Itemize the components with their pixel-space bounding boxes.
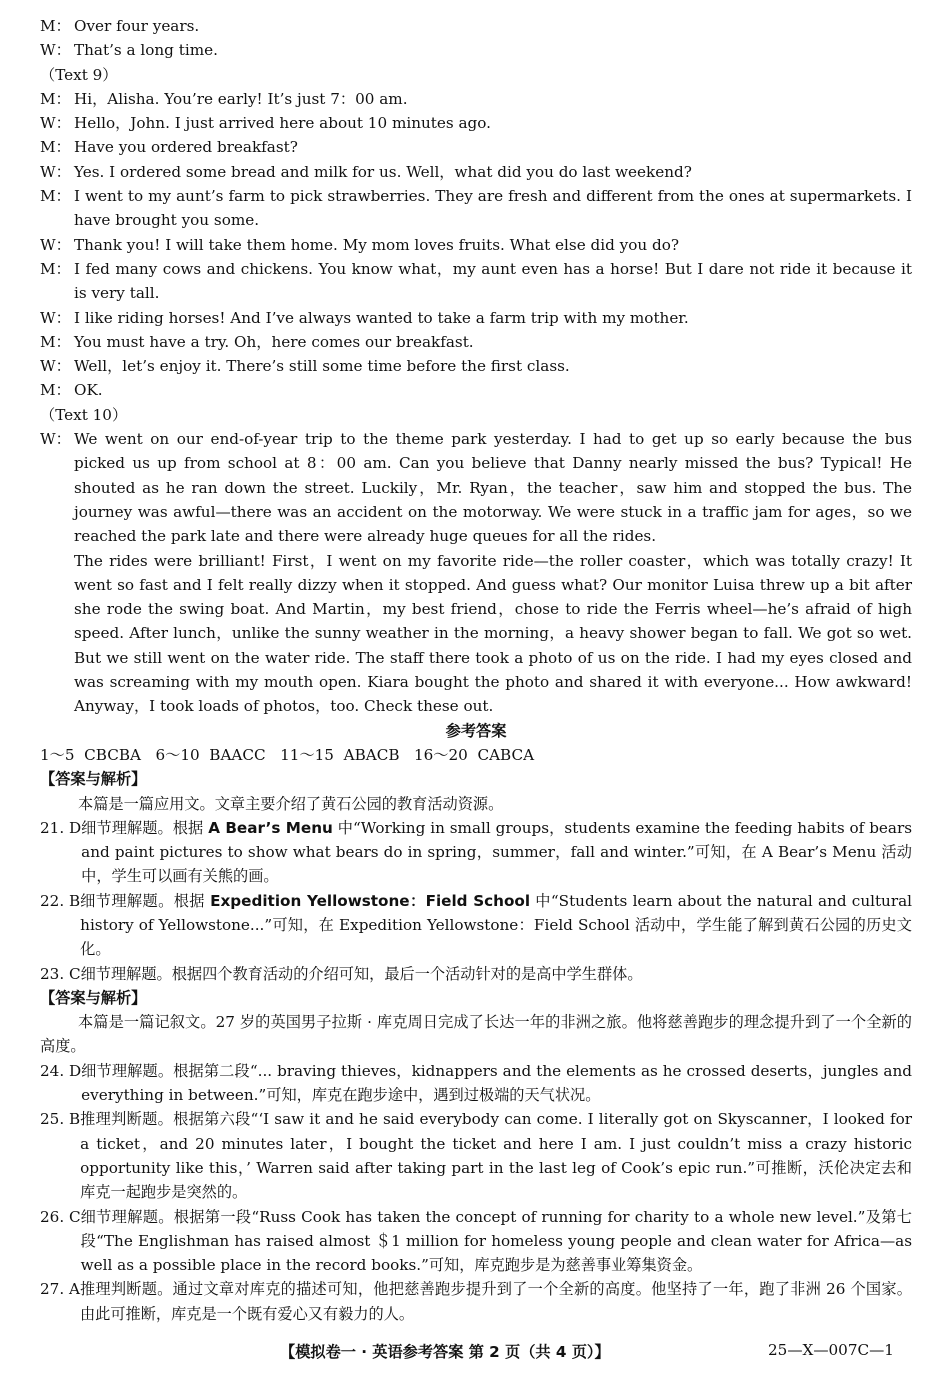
utterance: Hi，Alisha. You’re early! It’s just 7：00 am. bbox=[74, 89, 408, 108]
question-explanation: 推理判断题。根据第六段“‘I saw it and he said everybody can come. I literally got on Skyscanner，I looked for a ticket，and 20 minutes later，I bought the ticket and here I am. I just couldn’t miss a crazy historic opportunity like this，’ Warren said after taking part in the last leg of Cook’s epic run.”可推断，沃伦决定去和库克一起跑步是突然的。 bbox=[80, 1110, 912, 1202]
utterance: Thank you! I will take them home. My mom loves fruits. What else did you do? bbox=[74, 235, 679, 254]
utterance: OK. bbox=[74, 381, 103, 400]
dialogue-line bbox=[40, 233, 912, 257]
answer-key: 1～5 CBCBA 6～10 BAACC 11～15 ABACB 16～20 CABCA bbox=[40, 745, 535, 764]
utterance: Over four years. bbox=[74, 17, 200, 35]
text9-label: （Text 9） bbox=[40, 65, 118, 84]
monologue-paragraph-2: The rides were brilliant! First，I went on my favorite ride—the roller coaster，which was totally crazy! It went so fast and I felt really dizzy when it stopped. And guess what? Our monitor Luisa threw up a bit after she rode the swing boat. And Martin，my best friend，chose to ride the Ferris wheel—he’s afraid of high speed. After lunch，unlike the sunny weather in the morning，a heavy shower began to fall. We got so wet. But we still went on the water ride. The staff there took a photo of us on the ride. I had my eyes closed and was screaming with my mouth open. Kiara bought the photo and shared it with everyone... How awkward! Anyway，I took loads of photos，too. Check these out. bbox=[74, 551, 912, 716]
question-number: 26. C bbox=[40, 1207, 81, 1226]
dialogue-line bbox=[40, 111, 912, 135]
question-explanation: 细节理解题。根据 A Bear’s Menu 中“Working in small groups，students examine the feeding habits of bears and paint pictures to show what bears do in spring，summer，fall and winter.”可知，在 A Bear’s Menu 活动中，学生可以画有关熊的画。 bbox=[81, 818, 913, 886]
question-number: 22. B bbox=[40, 891, 81, 910]
dialogue-line bbox=[40, 184, 912, 233]
speaker: W： bbox=[40, 162, 71, 181]
section-intro: 本篇是一篇记叙文。27 岁的英国男子拉斯 · 库克周日完成了长达一年的非洲之旅。他将慈善跑步的理念提升到了一个全新的高度。 bbox=[40, 1013, 912, 1056]
speaker: W： bbox=[40, 430, 71, 449]
question-26 bbox=[40, 1205, 912, 1278]
question-23 bbox=[40, 962, 912, 986]
question-24 bbox=[40, 1059, 912, 1108]
speaker: M： bbox=[40, 187, 71, 206]
utterance: Well，let’s enjoy it. There’s still some time before the first class. bbox=[74, 357, 570, 376]
monologue-text: We went on our end-of-year trip to the theme park yesterday. I had to get up so early because the bus picked us up from school at 8：00 am. Can you believe that Danny nearly missed the bus? Typical! He shouted as he ran down the street. Luckily，Mr. Ryan，the teacher，saw him and stopped the bus. The journey was awful—there was an accident on the motorway. We were stuck in a traffic jam for ages，so we reached the park late and there were already huge queues for all the rides. bbox=[74, 430, 912, 546]
question-explanation: 推理判断题。通过文章对库克的描述可知，他把慈善跑步提升到了一个全新的高度。他坚持了一年，跑了非洲 26 个国家。由此可推断，库克是一个既有爱心又有毅力的人。 bbox=[79, 1280, 912, 1323]
text10-label: （Text 10） bbox=[40, 405, 128, 424]
dialogue-line bbox=[40, 38, 912, 62]
speaker: W： bbox=[40, 308, 71, 327]
question-21 bbox=[40, 816, 912, 889]
answer-title: 参考答案 bbox=[445, 721, 507, 740]
question-explanation: 细节理解题。根据第一段“Russ Cook has taken the concept of running for charity to a whole new level.”及第七段“The Englishman has raised almost ＄1 million for homeless young people and clean water for Africa—as well as a possible place in the record books.”可知，库克跑步是为慈善事业筹集资金。 bbox=[80, 1207, 912, 1275]
question-explanation: 细节理解题。根据四个教育活动的介绍可知，最后一个活动针对的是高中学生群体。 bbox=[80, 964, 643, 983]
speaker: W： bbox=[40, 114, 71, 133]
dialogue-line bbox=[40, 135, 912, 159]
dialogue-line bbox=[40, 87, 912, 111]
speaker: M： bbox=[40, 259, 71, 278]
question-number: 21. D bbox=[40, 818, 82, 837]
dialogue-line bbox=[40, 378, 912, 402]
dialogue-line bbox=[40, 330, 912, 354]
section-intro: 本篇是一篇应用文。文章主要介绍了黄石公园的教育活动资源。 bbox=[78, 794, 504, 813]
speaker: M： bbox=[40, 89, 71, 108]
dialogue-line bbox=[40, 14, 912, 38]
section-header: 【答案与解析】 bbox=[40, 770, 147, 789]
speaker: W： bbox=[40, 41, 71, 60]
utterance: That’s a long time. bbox=[74, 41, 218, 60]
monologue-paragraph bbox=[40, 427, 912, 548]
section-header: 【答案与解析】 bbox=[40, 988, 147, 1007]
speaker: M： bbox=[40, 17, 71, 35]
footer-code: 25—X—007C—1 bbox=[768, 1341, 894, 1359]
dialogue-line bbox=[40, 160, 912, 184]
utterance: Hello，John. I just arrived here about 10 minutes ago. bbox=[74, 114, 491, 133]
utterance: I fed many cows and chickens. You know what，my aunt even has a horse! But I dare not ride it because it is very tall. bbox=[74, 259, 912, 303]
speaker: M： bbox=[40, 138, 71, 157]
question-number: 27. A bbox=[40, 1280, 80, 1299]
speaker: W： bbox=[40, 357, 71, 376]
speaker: M： bbox=[40, 332, 71, 351]
question-27 bbox=[40, 1277, 912, 1326]
utterance: You must have a try. Oh，here comes our breakfast. bbox=[74, 332, 474, 351]
speaker: M： bbox=[40, 381, 71, 400]
question-number: 23. C bbox=[40, 964, 81, 983]
question-22 bbox=[40, 889, 912, 962]
page-content bbox=[40, 14, 912, 1326]
question-25 bbox=[40, 1107, 912, 1204]
dialogue-line bbox=[40, 354, 912, 378]
dialogue-line bbox=[40, 306, 912, 330]
question-number: 24. D bbox=[40, 1061, 82, 1080]
footer-title: 【模拟卷一 · 英语参考答案 第 2 页（共 4 页）】 bbox=[280, 1343, 610, 1361]
utterance: Have you ordered breakfast? bbox=[74, 138, 298, 157]
utterance: Yes. I ordered some bread and milk for us. Well，what did you do last weekend? bbox=[74, 162, 692, 181]
question-explanation: 细节理解题。根据 Expedition Yellowstone：Field School 中“Students learn about the natural and cultural history of Yellowstone...”可知，在 Expedition Yellowstone：Field School 活动中，学生能了解到黄石公园的历史文化。 bbox=[80, 891, 913, 959]
question-number: 25. B bbox=[40, 1110, 81, 1129]
dialogue-line bbox=[40, 257, 912, 306]
question-explanation: 细节理解题。根据第二段“... braving thieves，kidnappers and the elements as he crossed deserts，jungles and everything in between.”可知，库克在跑步途中，遇到过极端的天气状况。 bbox=[81, 1061, 912, 1105]
utterance: I went to my aunt’s farm to pick strawberries. They are fresh and different from the ones at supermarkets. I have brought you some. bbox=[74, 187, 912, 230]
speaker: W： bbox=[40, 235, 71, 254]
utterance: I like riding horses! And I’ve always wanted to take a farm trip with my mother. bbox=[74, 308, 689, 327]
